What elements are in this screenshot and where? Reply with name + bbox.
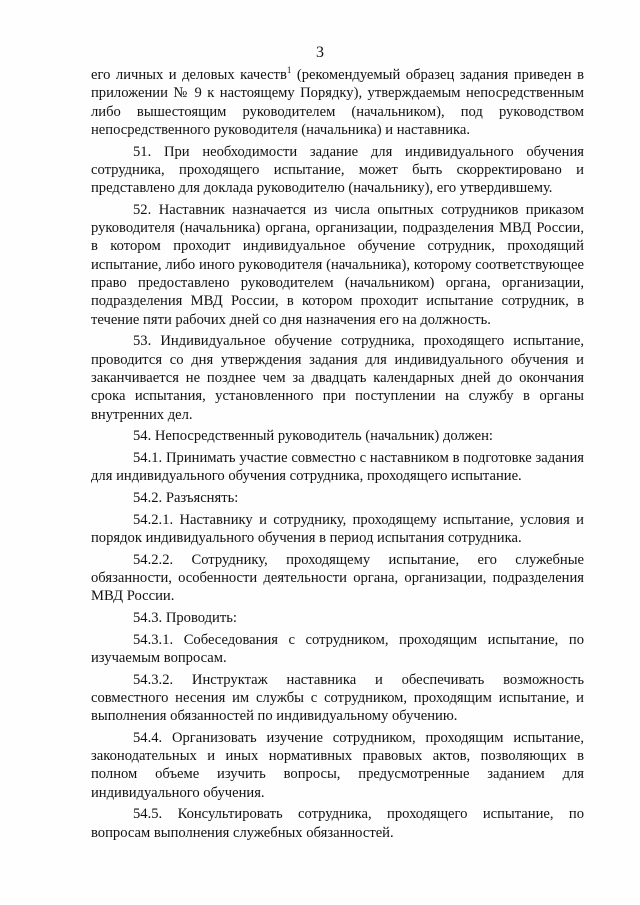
paragraph-54-5: 54.5. Консультировать сотрудника, проходящего испытание, по вопросам выполнения служебных обязанностей. xyxy=(91,806,584,841)
paragraph-text: его личных и деловых качеств xyxy=(91,67,287,83)
paragraph-54-2: 54.2. Разъяснять: xyxy=(133,489,239,506)
paragraph-54-3-1: 54.3.1. Собеседования с сотрудником, проходящим испытание, по изучаемым вопросам. xyxy=(91,631,584,666)
paragraph-54-2-1: 54.2.1. Наставнику и сотруднику, проходящему испытание, условия и порядок индивидуального обучения в период испытания сотрудника. xyxy=(91,511,584,546)
paragraph-54-3-2: 54.3.2. Инструктаж наставника и обеспечивать возможность совместного несения им службы с сотрудником, проходящим испытание, и выполнения обязанностей по индивидуальному обучению. xyxy=(91,671,584,725)
paragraph-52: 52. Наставник назначается из числа опытных сотрудников приказом руководителя (начальника) органа, организации, подразделения МВД России, в котором проходит индивидуальное обучение сотрудник, проходящий испытание, либо иного руководителя (начальника), которому соответствующее право предоставлено руководителем (начальником) органа, организации, подразделения МВД России, в котором проходит испытание сотрудник, в течение пяти рабочих дней со дня назначения его на должность. xyxy=(91,201,584,328)
paragraph-51: 51. При необходимости задание для индивидуального обучения сотрудника, проходящего испытание, может быть скорректировано и представлено для доклада руководителю (начальнику), его утвердившему. xyxy=(91,143,584,197)
paragraph-54: 54. Непосредственный руководитель (начальник) должен: xyxy=(133,428,493,445)
document-body xyxy=(91,66,584,845)
paragraph-text: (рекомендуемый образец задания приведен в приложении № 9 к настоящему Порядку), утверждаемым непосредственным либо вышестоящим руководителем (начальником), под руководством непосредственного руководителя (начальника) и наставника. xyxy=(91,67,585,138)
paragraph-54-4: 54.4. Организовать изучение сотрудником, проходящим испытание, законодательных и иных нормативных правовых актов, позволяющих в полном объеме изучить вопросы, предусмотренные заданием для индивидуального обучения. xyxy=(91,729,584,801)
paragraph-54-2-2: 54.2.2. Сотруднику, проходящему испытание, его служебные обязанности, особенности деятельности органа, организации, подразделения МВД России. xyxy=(91,551,584,605)
paragraph-54-1: 54.1. Принимать участие совместно с наставником в подготовке задания для индивидуального обучения сотрудника, проходящего испытание. xyxy=(91,449,584,485)
page-number: 3 xyxy=(316,44,324,61)
paragraph-continuation xyxy=(91,66,584,139)
paragraph-53: 53. Индивидуальное обучение сотрудника, проходящего испытание, проводится со дня утверждения задания для индивидуального обучения и заканчивается не позднее чем за двадцать календарных дней до окончания срока испытания, установленного при поступлении на службу в органы внутренних дел. xyxy=(91,333,584,423)
footnote-marker[interactable]: 1 xyxy=(286,65,292,76)
paragraph-54-3: 54.3. Проводить: xyxy=(133,609,237,626)
